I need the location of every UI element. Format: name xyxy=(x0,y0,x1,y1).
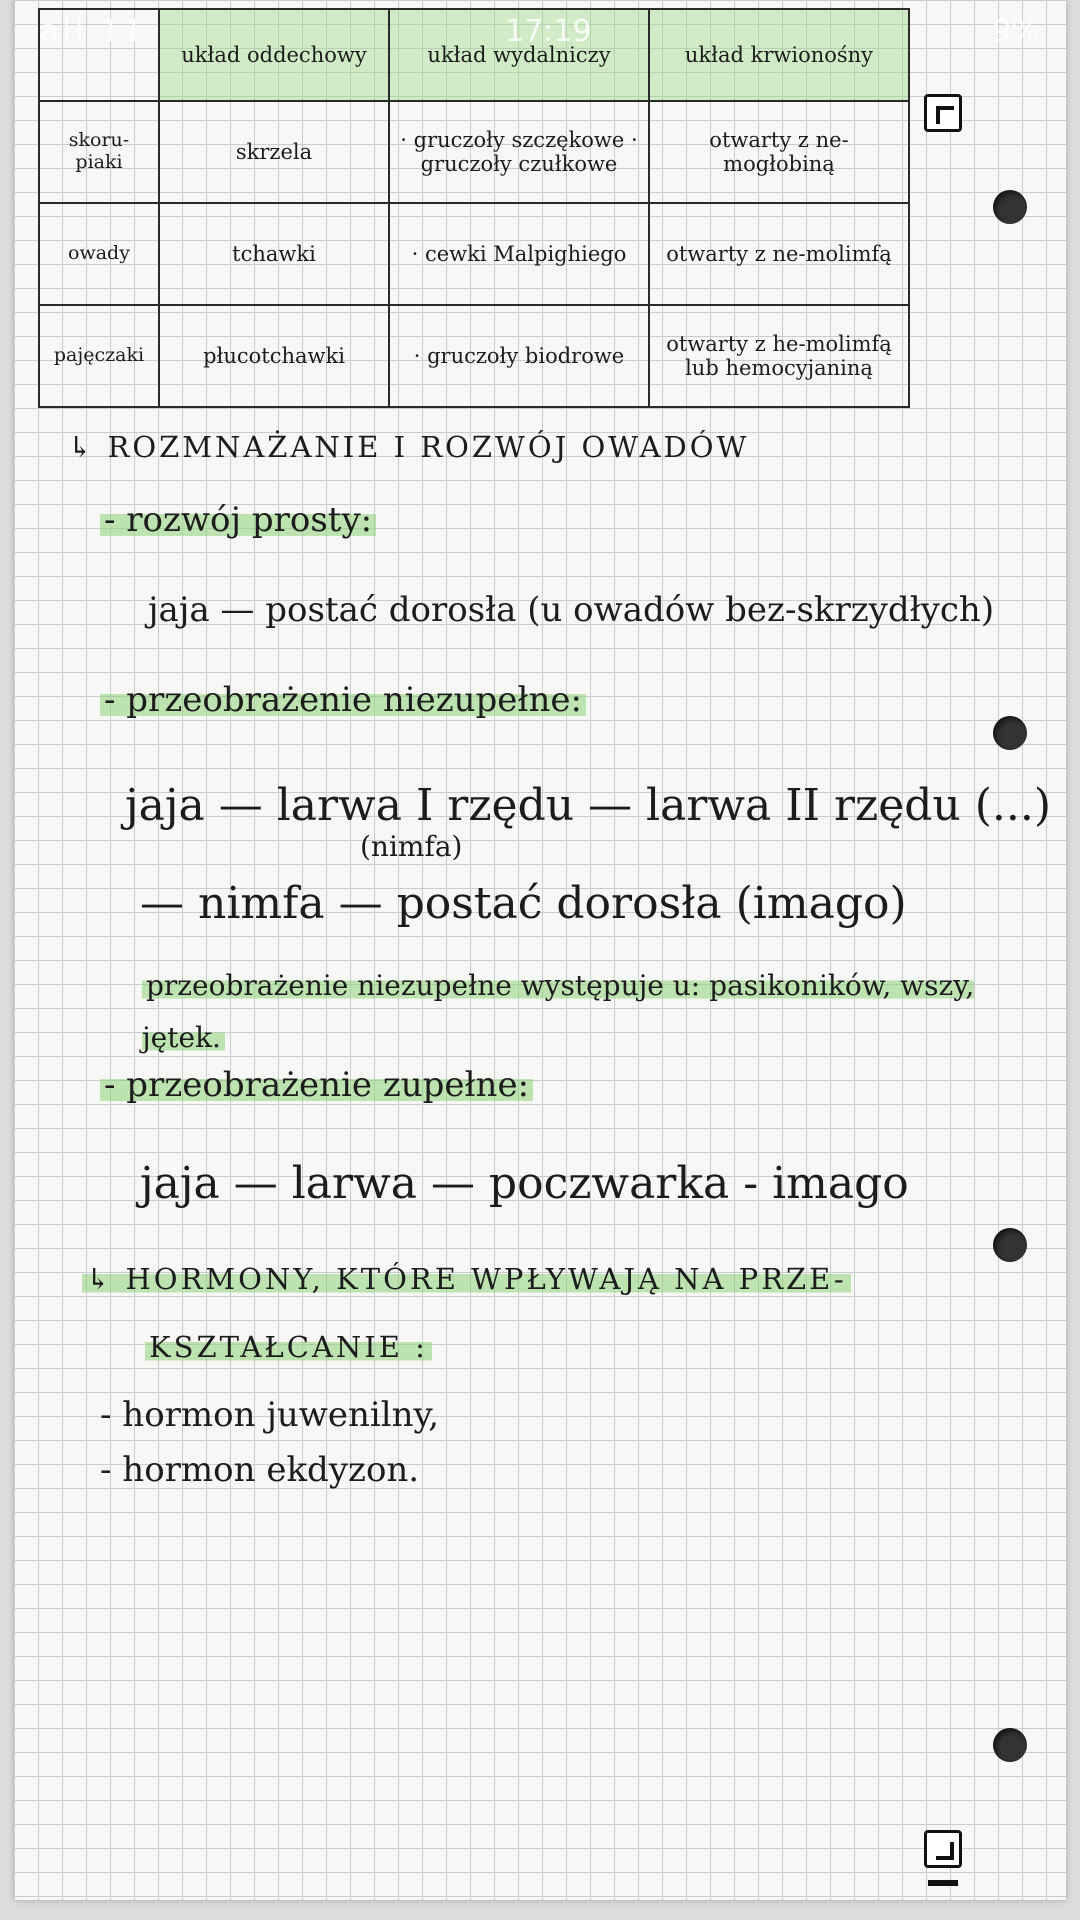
section-heading-hormones xyxy=(82,1262,851,1296)
corner-marker-icon xyxy=(924,1830,962,1868)
battery-indicator: 9% xyxy=(992,14,1040,49)
table-cell: płucotchawki xyxy=(159,305,389,407)
status-bar xyxy=(0,8,1080,48)
table-cell: otwarty z he-molimfą lub hemocyjaniną xyxy=(649,305,909,407)
heading-text: KSZTAŁCANIE : xyxy=(145,1330,432,1364)
table-row xyxy=(39,305,909,407)
table-cell: · cewki Malpighiego xyxy=(389,203,649,305)
incomplete-metamorphosis-note xyxy=(142,960,1022,1064)
section-heading-reproduction xyxy=(68,430,749,464)
binder-hole xyxy=(993,716,1027,750)
label-text: - rozwój prosty: xyxy=(100,500,376,540)
label-text: - przeobrażenie niezupełne: xyxy=(100,680,586,720)
table-header: układ oddechowy xyxy=(159,9,389,101)
table-cell: tchawki xyxy=(159,203,389,305)
table-header: układ wydalniczy xyxy=(389,9,649,101)
binder-hole xyxy=(993,1728,1027,1762)
section-heading-hormones-cont xyxy=(145,1330,432,1364)
table-cell: otwarty z ne-mogłobiną xyxy=(649,101,909,203)
incomplete-metamorphosis-line1: jaja — larwa I rzędu — larwa II rzędu (...) xyxy=(125,780,1052,831)
simple-development-line: jaja — postać dorosła (u owadów bez-skrzydłych) xyxy=(148,590,995,630)
heading-text: ↳ ROZMNAŻANIE I ROZWÓJ OWADÓW xyxy=(68,430,750,464)
row-label: owady xyxy=(39,203,159,305)
table-row xyxy=(39,203,909,305)
corner-marker-bar xyxy=(928,1880,958,1886)
table-header: układ krwionośny xyxy=(649,9,909,101)
simple-development-label xyxy=(100,500,376,540)
incomplete-metamorphosis-label xyxy=(100,680,586,720)
table-cell: skrzela xyxy=(159,101,389,203)
binder-hole xyxy=(993,190,1027,224)
signal-indicator: all 11 xyxy=(40,14,147,49)
row-label: skoru-piaki xyxy=(39,101,159,203)
table-cell: · gruczoły biodrowe xyxy=(389,305,649,407)
complete-metamorphosis-line: jaja — larwa — poczwarka - imago xyxy=(140,1158,909,1209)
table-cell: · gruczoły szczękowe · gruczoły czułkowe xyxy=(389,101,649,203)
binder-hole xyxy=(993,1228,1027,1262)
status-time: 17:19 xyxy=(505,14,592,49)
corner-marker-icon xyxy=(924,94,962,132)
nymph-note: (nimfa) xyxy=(360,830,463,863)
label-text: - przeobrażenie zupełne: xyxy=(100,1065,533,1105)
row-label: pajęczaki xyxy=(39,305,159,407)
hormone-item: - hormon juwenilny, xyxy=(100,1395,440,1435)
hormone-item: - hormon ekdyzon. xyxy=(100,1450,420,1490)
table-cell: otwarty z ne-molimfą xyxy=(649,203,909,305)
note-text: przeobrażenie niezupełne występuje u: pasikoników, wszy, jętek. xyxy=(142,969,975,1054)
incomplete-metamorphosis-line2: — nimfa — postać dorosła (imago) xyxy=(140,878,907,929)
table-row xyxy=(39,101,909,203)
complete-metamorphosis-label xyxy=(100,1065,533,1105)
comparison-table xyxy=(38,8,910,408)
heading-text: ↳ HORMONY, KTÓRE WPŁYWAJĄ NA PRZE- xyxy=(82,1262,851,1296)
